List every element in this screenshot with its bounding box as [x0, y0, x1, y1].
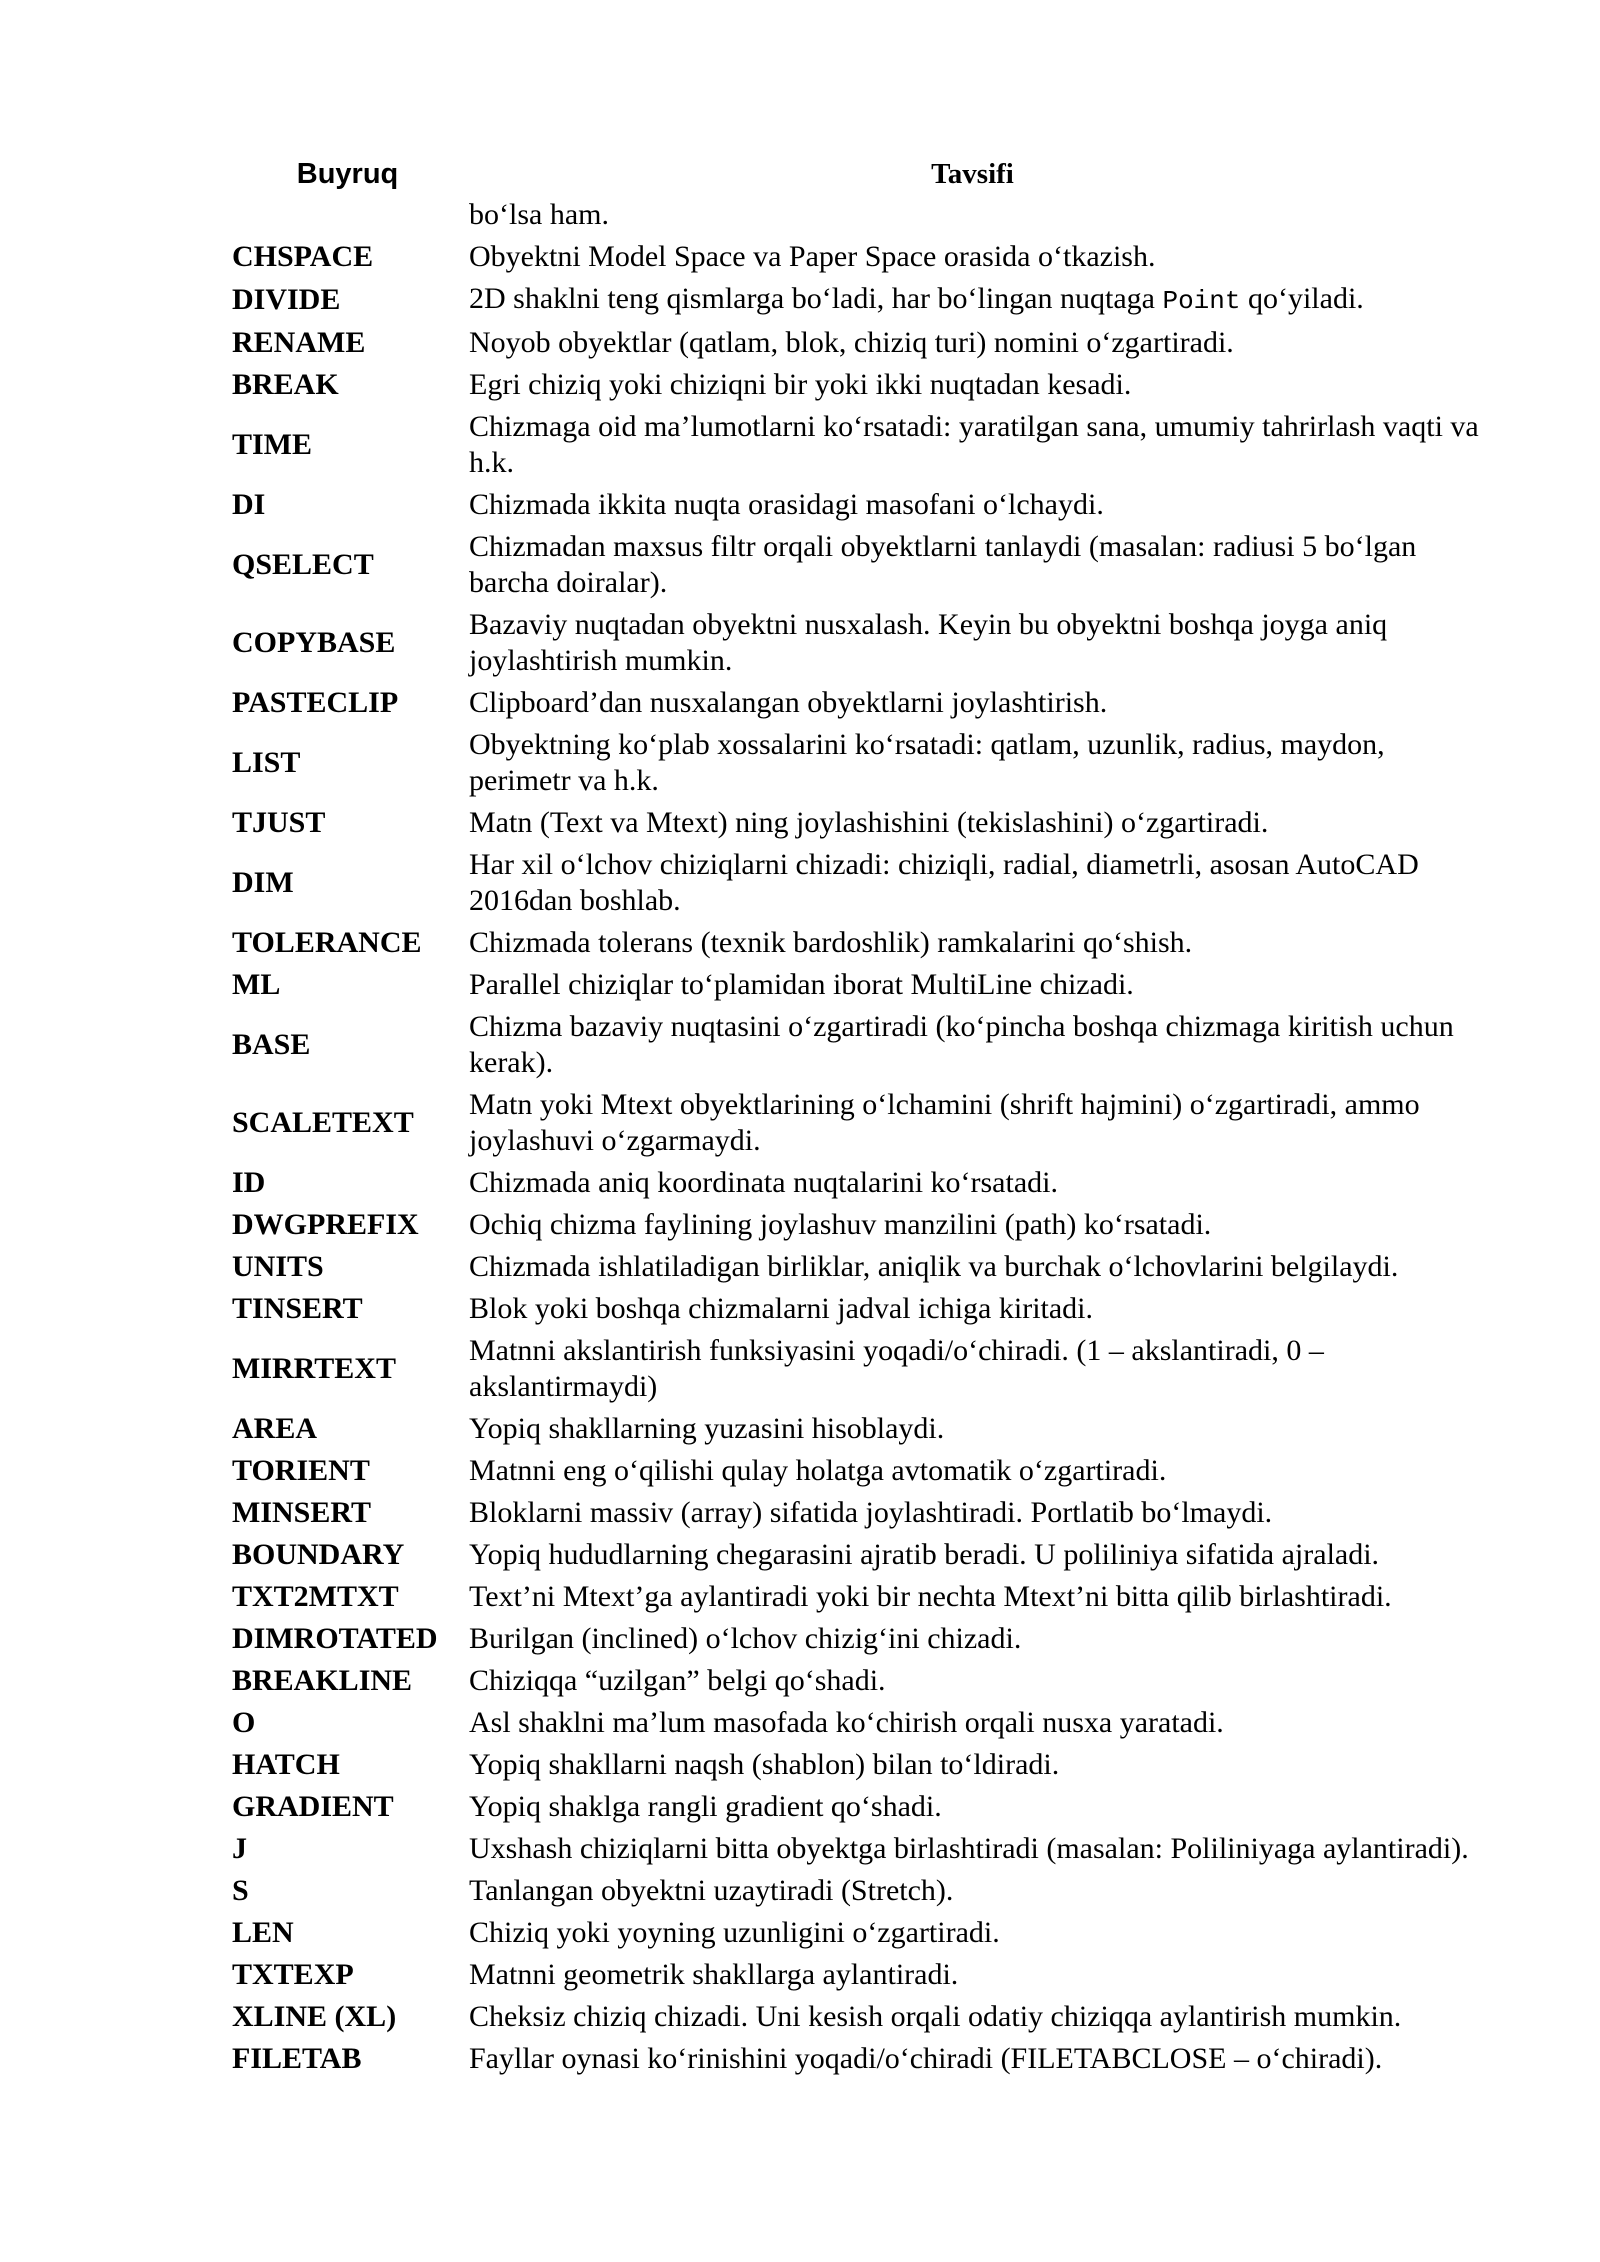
command-description: Matnni geometrik shakllarga aylantiradi.: [469, 1958, 959, 1991]
command-name: HATCH: [232, 1748, 340, 1781]
command-name: J: [232, 1832, 247, 1865]
command-description: Yopiq hududlarning chegarasini ajratib beradi. U poliliniya sifatida ajraladi.: [469, 1538, 1380, 1571]
table-row: [230, 484, 1480, 526]
table-row: [230, 1084, 1480, 1162]
table-row: [230, 1618, 1480, 1660]
command-name: [230, 194, 465, 236]
command-name: CHSPACE: [232, 240, 374, 273]
command-description: Clipboard’dan nusxalangan obyektlarni joylashtirish.: [469, 686, 1108, 719]
command-description: Fayllar oynasi ko‘rinishini yoqadi/o‘chiradi (FILETABCLOSE – o‘chiradi).: [469, 2042, 1383, 2075]
table-row: [230, 1204, 1480, 1246]
command-name: PASTECLIP: [232, 686, 399, 719]
description-text: qo‘yiladi.: [1240, 282, 1364, 315]
header-description: Tavsifi: [931, 158, 1014, 190]
command-name: QSELECT: [232, 548, 374, 581]
table-row: [230, 236, 1480, 278]
command-name: RENAME: [232, 326, 366, 359]
table-row: [230, 1828, 1480, 1870]
command-name: TORIENT: [232, 1454, 370, 1487]
table-row: [230, 604, 1480, 682]
command-description: Chizmaga oid ma’lumotlarni ko‘rsatadi: yaratilgan sana, umumiy tahrirlash vaqti va h.k.: [469, 410, 1479, 479]
command-description: Uxshash chiziqlarni bitta obyektga birlashtiradi (masalan: Poliliniyaga aylantiradi).: [469, 1832, 1469, 1865]
command-description: Matn (Text va Mtext) ning joylashishini (tekislashini) o‘zgartiradi.: [469, 806, 1269, 839]
command-description: Noyob obyektlar (qatlam, blok, chiziq turi) nomini o‘zgartiradi.: [469, 326, 1234, 359]
table-header-row: [230, 152, 1480, 194]
command-description: Blok yoki boshqa chizmalarni jadval ichiga kiritadi.: [469, 1292, 1094, 1325]
command-name: UNITS: [232, 1250, 324, 1283]
command-description: Chizmada tolerans (texnik bardoshlik) ramkalarini qo‘shish.: [469, 926, 1193, 959]
table-row: [230, 1162, 1480, 1204]
table-body: [230, 194, 1480, 2080]
command-description: Burilgan (inclined) o‘lchov chizig‘ini chizadi.: [469, 1622, 1022, 1655]
command-name: TXTEXP: [232, 1958, 354, 1991]
table-row: [230, 1576, 1480, 1618]
command-name: GRADIENT: [232, 1790, 394, 1823]
command-name: XLINE (XL): [232, 2000, 397, 2033]
table-row: [230, 1996, 1480, 2038]
command-name: AREA: [232, 1412, 318, 1445]
command-description: Chizmada ishlatiladigan birliklar, aniqlik va burchak o‘lchovlarini belgilaydi.: [469, 1250, 1399, 1283]
command-description: Parallel chiziqlar to‘plamidan iborat MultiLine chizadi.: [469, 968, 1134, 1001]
commands-table: [230, 152, 1480, 2080]
command-description: Bazaviy nuqtadan obyektni nusxalash. Keyin bu obyektni boshqa joyga aniq joylashtirish mumkin.: [469, 608, 1388, 677]
command-name: DIVIDE: [232, 283, 341, 316]
description-code: Point: [1162, 286, 1241, 316]
command-description: [465, 278, 1480, 322]
command-description: Har xil o‘lchov chiziqlarni chizadi: chiziqli, radial, diametrli, asosan AutoCAD 2016dan boshlab.: [469, 848, 1419, 917]
header-command: Buyruq: [296, 158, 399, 190]
table-row: [230, 724, 1480, 802]
table-row: [230, 1912, 1480, 1954]
command-description: Egri chiziq yoki chiziqni bir yoki ikki nuqtadan kesadi.: [469, 368, 1132, 401]
command-description: Cheksiz chiziq chizadi. Uni kesish orqali odatiy chiziqqa aylantirish mumkin.: [469, 2000, 1402, 2033]
command-description: Matnni eng o‘qilishi qulay holatga avtomatik o‘zgartiradi.: [469, 1454, 1167, 1487]
command-name: TXT2MTXT: [232, 1580, 399, 1613]
table-row: [230, 1246, 1480, 1288]
command-name: O: [232, 1706, 256, 1739]
table-row: [230, 1870, 1480, 1912]
table-row: [230, 1450, 1480, 1492]
table-row: [230, 922, 1480, 964]
command-description: Matn yoki Mtext obyektlarining o‘lchamini (shrift hajmini) o‘zgartiradi, ammo joylashuvi o‘zgarmaydi.: [469, 1088, 1420, 1157]
table-row: [230, 1954, 1480, 1996]
table-row: [230, 1408, 1480, 1450]
table-row: [230, 964, 1480, 1006]
command-description: Yopiq shaklga rangli gradient qo‘shadi.: [469, 1790, 942, 1823]
table-row: [230, 1744, 1480, 1786]
document-page: [230, 152, 1480, 2080]
command-name: MIRRTEXT: [232, 1352, 396, 1385]
table-row: [230, 1288, 1480, 1330]
description-text: 2D shaklni teng qismlarga bo‘ladi, har bo‘lingan nuqtaga: [469, 282, 1163, 315]
table-row: [230, 406, 1480, 484]
table-row: [230, 1660, 1480, 1702]
command-description: Yopiq shakllarni naqsh (shablon) bilan to‘ldiradi.: [469, 1748, 1060, 1781]
command-name: LEN: [232, 1916, 294, 1949]
table-row: [230, 194, 1480, 236]
command-name: TOLERANCE: [232, 926, 422, 959]
command-description: bo‘lsa ham.: [469, 198, 609, 231]
table-row: [230, 844, 1480, 922]
table-row: [230, 1702, 1480, 1744]
table-row: [230, 364, 1480, 406]
command-name: DIM: [232, 866, 294, 899]
command-description: Matnni akslantirish funksiyasini yoqadi/o‘chiradi. (1 – akslantiradi, 0 – akslantirmaydi): [469, 1334, 1324, 1403]
command-name: LIST: [232, 746, 301, 779]
command-description: Tanlangan obyektni uzaytiradi (Stretch).: [469, 1874, 954, 1907]
table-row: [230, 1786, 1480, 1828]
table-row: [230, 1006, 1480, 1084]
command-name: BOUNDARY: [232, 1538, 405, 1571]
command-name: DIMROTATED: [232, 1622, 438, 1655]
command-description: Chizma bazaviy nuqtasini o‘zgartiradi (ko‘pincha boshqa chizmaga kiritish uchun kerak).: [469, 1010, 1454, 1079]
table-row: [230, 278, 1480, 322]
command-name: FILETAB: [232, 2042, 362, 2075]
table-row: [230, 1534, 1480, 1576]
command-name: BASE: [232, 1028, 311, 1061]
command-description: Ochiq chizma faylining joylashuv manzilini (path) ko‘rsatadi.: [469, 1208, 1212, 1241]
command-description: Obyektni Model Space va Paper Space orasida o‘tkazish.: [469, 240, 1156, 273]
command-name: BREAK: [232, 368, 339, 401]
command-description: Yopiq shakllarning yuzasini hisoblaydi.: [469, 1412, 945, 1445]
command-name: DWGPREFIX: [232, 1208, 419, 1241]
command-name: S: [232, 1874, 249, 1907]
table-row: [230, 682, 1480, 724]
table-row: [230, 2038, 1480, 2080]
command-description: Chizmada ikkita nuqta orasidagi masofani o‘lchaydi.: [469, 488, 1104, 521]
table-row: [230, 526, 1480, 604]
command-name: ID: [232, 1166, 266, 1199]
table-row: [230, 802, 1480, 844]
command-name: SCALETEXT: [232, 1106, 414, 1139]
command-name: ML: [232, 968, 281, 1001]
command-description: Text’ni Mtext’ga aylantiradi yoki bir nechta Mtext’ni bitta qilib birlashtiradi.: [469, 1580, 1392, 1613]
command-name: COPYBASE: [232, 626, 396, 659]
command-description: Chizmadan maxsus filtr orqali obyektlarni tanlaydi (masalan: radiusi 5 bo‘lgan barcha doiralar).: [469, 530, 1417, 599]
command-name: MINSERT: [232, 1496, 371, 1529]
command-description: Bloklarni massiv (array) sifatida joylashtiradi. Portlatib bo‘lmaydi.: [469, 1496, 1273, 1529]
command-name: TIME: [232, 428, 313, 461]
command-description: Chiziqqa “uzilgan” belgi qo‘shadi.: [469, 1664, 886, 1697]
table-row: [230, 1330, 1480, 1408]
table-row: [230, 322, 1480, 364]
table-row: [230, 1492, 1480, 1534]
command-description: Chizmada aniq koordinata nuqtalarini ko‘rsatadi.: [469, 1166, 1058, 1199]
command-description: Asl shaklni ma’lum masofada ko‘chirish orqali nusxa yaratadi.: [469, 1706, 1224, 1739]
command-description: Chiziq yoki yoyning uzunligini o‘zgartiradi.: [469, 1916, 1000, 1949]
command-description: Obyektning ko‘plab xossalarini ko‘rsatadi: qatlam, uzunlik, radius, maydon, perimetr va h.k.: [469, 728, 1385, 797]
command-name: BREAKLINE: [232, 1664, 413, 1697]
command-name: TINSERT: [232, 1292, 363, 1325]
command-name: DI: [232, 488, 266, 521]
command-name: TJUST: [232, 806, 326, 839]
